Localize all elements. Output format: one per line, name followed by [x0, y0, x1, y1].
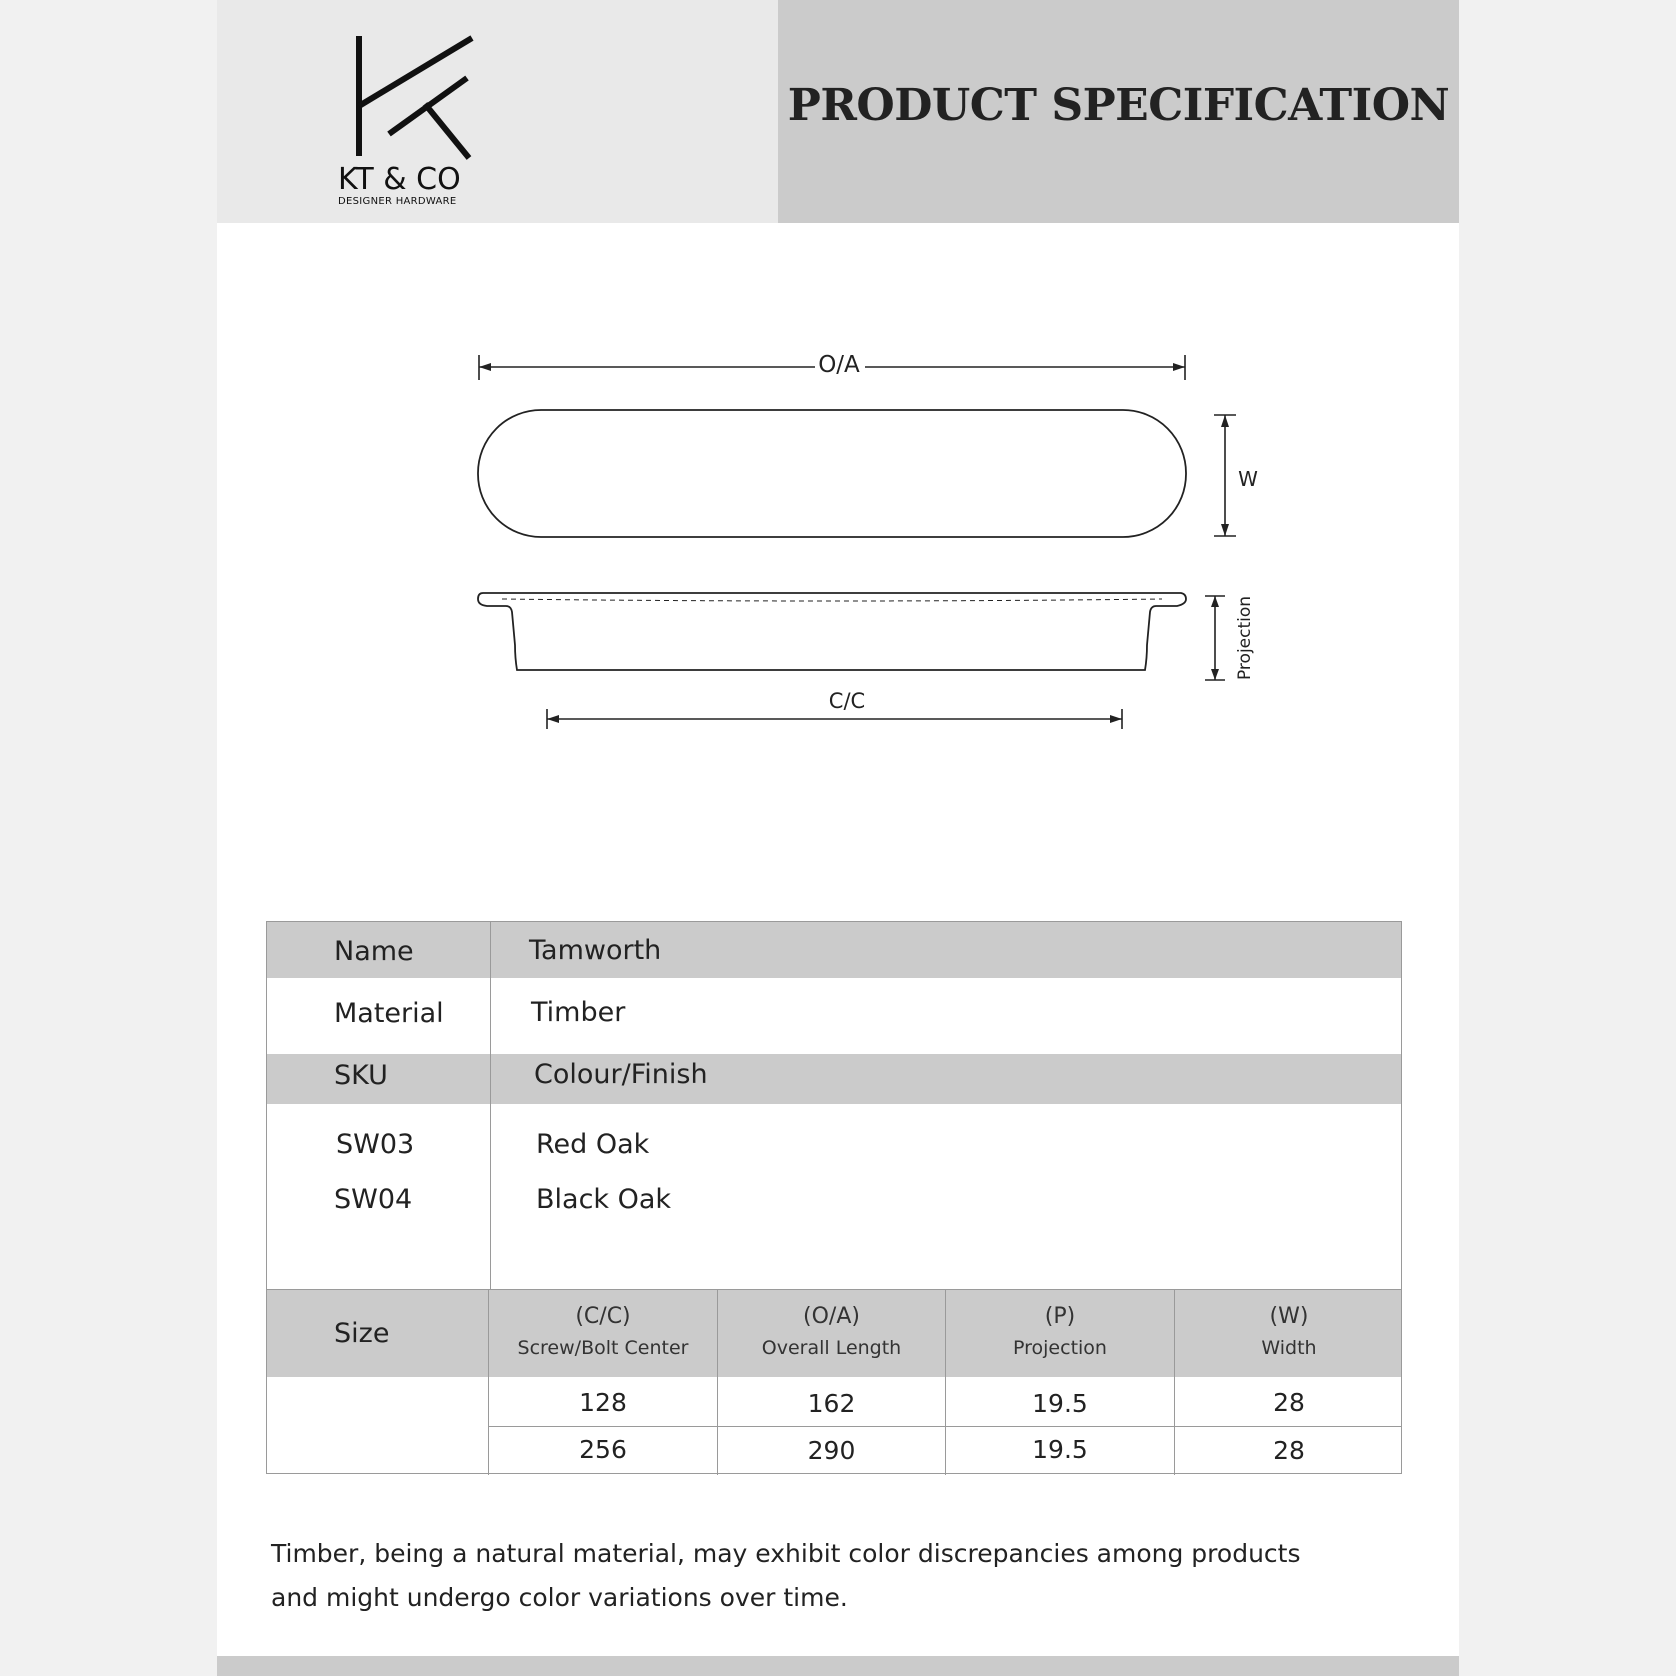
sku-row-band [267, 1054, 1401, 1104]
size-label: Size [334, 1318, 390, 1349]
projection-label: Projection [1235, 595, 1255, 681]
column-header-w [1175, 1304, 1403, 1359]
variant-sku: SW03 [336, 1129, 415, 1160]
size-cell: 256 [579, 1435, 627, 1464]
note-line: and might undergo color variations over time. [271, 1583, 848, 1612]
column-abbr: (P) [1044, 1304, 1076, 1329]
column-full: Overall Length [761, 1337, 902, 1359]
handle-top-view [478, 410, 1186, 537]
column-header-cc [489, 1304, 717, 1359]
brand-name: KT & CO [338, 162, 461, 197]
sku-label: SKU [334, 1060, 388, 1091]
material-label: Material [334, 998, 444, 1029]
header-brand-panel [217, 0, 778, 223]
column-abbr: (C/C) [575, 1304, 631, 1329]
size-divider [267, 1289, 1401, 1290]
label-divider [490, 922, 491, 1289]
size-cell: 290 [807, 1436, 856, 1465]
name-row-band [267, 922, 1401, 978]
size-cell: 28 [1273, 1436, 1305, 1465]
variant-finish: Red Oak [536, 1129, 650, 1160]
drawing-svg [217, 300, 1459, 760]
material-value: Timber [531, 997, 626, 1028]
note-line: Timber, being a natural material, may exhibit color discrepancies among products [271, 1539, 1301, 1568]
handle-side-view [478, 593, 1186, 670]
size-row-divider [488, 1426, 1401, 1427]
column-full: Width [1261, 1337, 1317, 1359]
name-label: Name [334, 936, 414, 967]
size-cell: 19.5 [1032, 1435, 1088, 1464]
variant-sku: SW04 [334, 1184, 413, 1215]
column-full: Projection [1013, 1337, 1107, 1359]
size-cell: 162 [807, 1389, 856, 1418]
technical-drawing [217, 300, 1459, 760]
brand-tagline: DESIGNER HARDWARE [338, 196, 457, 207]
size-cell: 28 [1273, 1388, 1305, 1417]
column-abbr: (W) [1269, 1304, 1309, 1329]
spec-sheet [217, 0, 1459, 1676]
column-abbr: (O/A) [803, 1304, 860, 1329]
finish-label: Colour/Finish [534, 1059, 708, 1090]
spec-table [266, 921, 1402, 1474]
width-dimension [1214, 415, 1236, 536]
overall-length-label: O/A [818, 352, 860, 378]
column-header-oa [718, 1304, 945, 1359]
page-title: PRODUCT SPECIFICATION [787, 80, 1450, 131]
timber-note [271, 1532, 1421, 1620]
variant-finish: Black Oak [536, 1184, 672, 1215]
header-title-panel [778, 0, 1459, 223]
width-label: W [1238, 467, 1258, 491]
projection-dimension [1205, 596, 1225, 680]
size-cell: 19.5 [1032, 1389, 1088, 1418]
footer-bar [217, 1656, 1459, 1676]
size-cell: 128 [579, 1388, 627, 1417]
centers-label: C/C [828, 689, 866, 713]
name-value: Tamworth [529, 935, 662, 966]
column-full: Screw/Bolt Center [517, 1337, 689, 1359]
column-header-p [946, 1304, 1174, 1359]
